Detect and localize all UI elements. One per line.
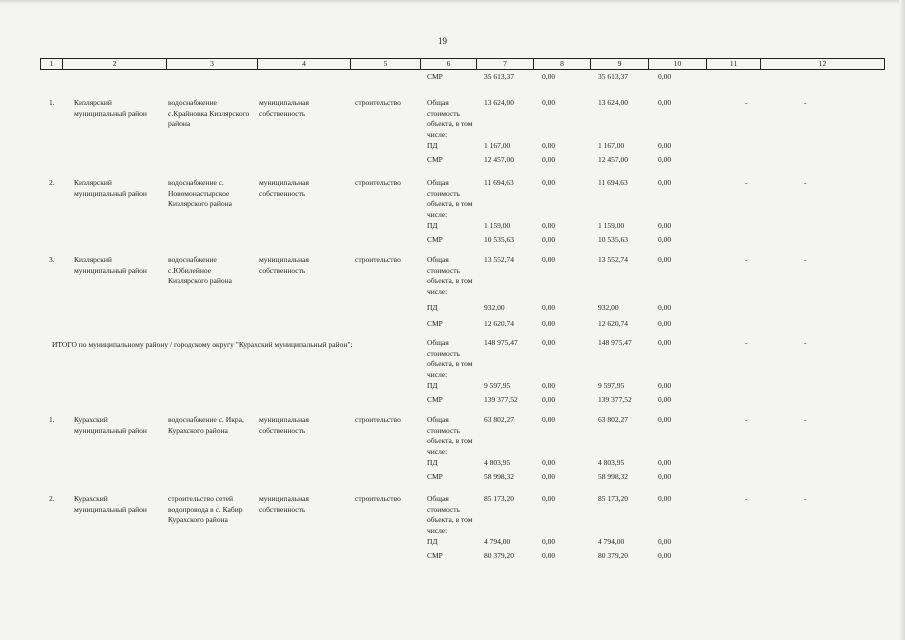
value-col-11: - xyxy=(745,494,748,503)
value-col-8: 0,00 xyxy=(542,303,556,312)
value-col-9: 11 694,63 xyxy=(598,178,628,187)
column-header-4: 4 xyxy=(257,59,350,69)
value-col-10: 0,00 xyxy=(658,72,672,81)
value-col-10: 0,00 xyxy=(658,303,672,312)
value-col-10: 0,00 xyxy=(658,458,672,467)
value-col-11: - xyxy=(745,255,748,264)
value-col-10: 0,00 xyxy=(658,494,672,503)
cost-label: ПД xyxy=(427,221,438,230)
value-col-8: 0,00 xyxy=(542,141,556,150)
value-col-10: 0,00 xyxy=(658,98,672,107)
value-col-7: 4 794,00 xyxy=(484,537,511,546)
value-col-8: 0,00 xyxy=(542,381,556,390)
value-col-9: 139 377,52 xyxy=(598,395,632,404)
value-col-10: 0,00 xyxy=(658,255,672,264)
row-number: 1. xyxy=(49,415,55,424)
value-col-11: - xyxy=(745,338,748,347)
value-col-11: - xyxy=(745,415,748,424)
work-type: строительство xyxy=(355,178,401,187)
column-header-2: 2 xyxy=(62,59,166,69)
value-col-9: 4 794,00 xyxy=(598,537,625,546)
object-name: водоснабжение с. Икра, Курахского района xyxy=(168,415,244,435)
district-name: Кизлярский муниципальный район xyxy=(74,178,147,198)
value-col-10: 0,00 xyxy=(658,551,672,560)
summary-caption: ИТОГО по муниципальному району / городскому округу "Курахский муниципальный район": xyxy=(52,340,353,349)
value-col-10: 0,00 xyxy=(658,537,672,546)
value-col-9: 13 624,00 xyxy=(598,98,628,107)
value-col-7: 35 613,37 xyxy=(484,72,514,81)
value-col-10: 0,00 xyxy=(658,235,672,244)
scan-edge-top xyxy=(0,0,905,4)
value-col-8: 0,00 xyxy=(542,98,556,107)
value-col-7: 12 457,00 xyxy=(484,155,514,164)
value-col-7: 139 377,52 xyxy=(484,395,518,404)
value-col-8: 0,00 xyxy=(542,221,556,230)
ownership-type: муниципальная собственность xyxy=(259,98,309,118)
work-type: строительство xyxy=(355,98,401,107)
cost-label: СМР xyxy=(427,235,443,244)
cost-label: Общая стоимость объекта, в том числе: xyxy=(427,494,473,535)
value-col-8: 0,00 xyxy=(542,235,556,244)
value-col-10: 0,00 xyxy=(658,178,672,187)
value-col-11: - xyxy=(745,178,748,187)
value-col-7: 63 802,27 xyxy=(484,415,514,424)
value-col-7: 11 694,63 xyxy=(484,178,514,187)
value-col-7: 85 173,20 xyxy=(484,494,514,503)
column-header-1: 1 xyxy=(40,59,62,69)
work-type: строительство xyxy=(355,415,401,424)
value-col-8: 0,00 xyxy=(542,472,556,481)
cost-label: ПД xyxy=(427,141,438,150)
cost-label: ПД xyxy=(427,381,438,390)
column-header-11: 11 xyxy=(706,59,760,69)
value-col-10: 0,00 xyxy=(658,472,672,481)
cost-label: Общая стоимость объекта, в том числе: xyxy=(427,338,473,379)
value-col-10: 0,00 xyxy=(658,338,672,347)
value-col-12: - xyxy=(804,415,807,424)
scan-edge-right xyxy=(899,0,905,640)
value-col-9: 13 552,74 xyxy=(598,255,628,264)
row-number: 2. xyxy=(49,494,55,503)
value-col-9: 1 167,00 xyxy=(598,141,625,150)
value-col-7: 12 620,74 xyxy=(484,319,514,328)
column-header-7: 7 xyxy=(476,59,533,69)
value-col-7: 10 535,63 xyxy=(484,235,514,244)
district-name: Курахский муниципальный район xyxy=(74,494,147,514)
cost-label: СМР xyxy=(427,395,443,404)
value-col-9: 10 535,63 xyxy=(598,235,628,244)
value-col-7: 148 975,47 xyxy=(484,338,518,347)
value-col-8: 0,00 xyxy=(542,178,556,187)
value-col-12: - xyxy=(804,98,807,107)
cost-label: ПД xyxy=(427,458,438,467)
page-number: 19 xyxy=(438,36,447,46)
column-header-5: 5 xyxy=(350,59,420,69)
value-col-12: - xyxy=(804,255,807,264)
value-col-10: 0,00 xyxy=(658,221,672,230)
value-col-12: - xyxy=(804,178,807,187)
object-name: строительство сетей водопровода в с. Кабир Курахского района xyxy=(168,494,243,524)
value-col-9: 148 975,47 xyxy=(598,338,632,347)
work-type: строительство xyxy=(355,255,401,264)
value-col-7: 1 167,00 xyxy=(484,141,511,150)
value-col-10: 0,00 xyxy=(658,395,672,404)
value-col-8: 0,00 xyxy=(542,319,556,328)
value-col-8: 0,00 xyxy=(542,395,556,404)
row-number: 2. xyxy=(49,178,55,187)
value-col-9: 1 159,00 xyxy=(598,221,625,230)
value-col-8: 0,00 xyxy=(542,155,556,164)
work-type: строительство xyxy=(355,494,401,503)
value-col-11: - xyxy=(745,98,748,107)
value-col-7: 13 624,00 xyxy=(484,98,514,107)
column-header-12: 12 xyxy=(760,59,885,69)
value-col-7: 4 803,95 xyxy=(484,458,511,467)
value-col-10: 0,00 xyxy=(658,381,672,390)
cost-label: СМР xyxy=(427,155,443,164)
cost-label: Общая стоимость объекта, в том числе: xyxy=(427,255,473,296)
value-col-9: 58 998,32 xyxy=(598,472,628,481)
row-number: 3. xyxy=(49,255,55,264)
value-col-7: 58 998,32 xyxy=(484,472,514,481)
value-col-8: 0,00 xyxy=(542,415,556,424)
value-col-9: 35 613,37 xyxy=(598,72,628,81)
row-number: 1. xyxy=(49,98,55,107)
value-col-8: 0,00 xyxy=(542,551,556,560)
value-col-9: 12 457,00 xyxy=(598,155,628,164)
district-name: Кизлярский муниципальный район xyxy=(74,98,147,118)
object-name: водоснабжение с.Юбилейное Кизлярского района xyxy=(168,255,232,285)
value-col-8: 0,00 xyxy=(542,494,556,503)
ownership-type: муниципальная собственность xyxy=(259,178,309,198)
value-col-9: 4 803,95 xyxy=(598,458,625,467)
value-col-8: 0,00 xyxy=(542,458,556,467)
value-col-10: 0,00 xyxy=(658,141,672,150)
object-name: водоснабжение с.Крайновка Кизлярского района xyxy=(168,98,250,128)
value-col-8: 0,00 xyxy=(542,72,556,81)
value-col-9: 63 802,27 xyxy=(598,415,628,424)
value-col-9: 932,00 xyxy=(598,303,619,312)
ownership-type: муниципальная собственность xyxy=(259,494,309,514)
cost-label: Общая стоимость объекта, в том числе: xyxy=(427,178,473,219)
column-header-9: 9 xyxy=(590,59,648,69)
ownership-type: муниципальная собственность xyxy=(259,415,309,435)
value-col-7: 932,00 xyxy=(484,303,505,312)
value-col-8: 0,00 xyxy=(542,537,556,546)
value-col-7: 80 379,20 xyxy=(484,551,514,560)
ownership-type: муниципальная собственность xyxy=(259,255,309,275)
value-col-8: 0,00 xyxy=(542,338,556,347)
cost-label: СМР xyxy=(427,319,443,328)
value-col-10: 0,00 xyxy=(658,319,672,328)
value-col-9: 9 597,95 xyxy=(598,381,625,390)
column-header-row xyxy=(40,58,885,70)
cost-label: СМР xyxy=(427,551,443,560)
column-header-10: 10 xyxy=(648,59,706,69)
district-name: Кизлярский муниципальный район xyxy=(74,255,147,275)
value-col-12: - xyxy=(804,338,807,347)
value-col-10: 0,00 xyxy=(658,155,672,164)
value-col-9: 85 173,20 xyxy=(598,494,628,503)
cost-label: СМР xyxy=(427,472,443,481)
cost-label: ПД xyxy=(427,537,438,546)
cost-label: ПД xyxy=(427,303,438,312)
cost-label: СМР xyxy=(427,72,443,81)
value-col-9: 80 379,20 xyxy=(598,551,628,560)
value-col-9: 12 620,74 xyxy=(598,319,628,328)
value-col-7: 9 597,95 xyxy=(484,381,511,390)
cost-label: Общая стоимость объекта, в том числе: xyxy=(427,415,473,456)
value-col-8: 0,00 xyxy=(542,255,556,264)
object-name: водоснабжение с. Новомонастырское Кизлярского района xyxy=(168,178,232,208)
cost-label: Общая стоимость объекта, в том числе: xyxy=(427,98,473,139)
column-header-3: 3 xyxy=(166,59,257,69)
column-header-8: 8 xyxy=(533,59,590,69)
value-col-10: 0,00 xyxy=(658,415,672,424)
column-header-6: 6 xyxy=(420,59,476,69)
value-col-7: 1 159,00 xyxy=(484,221,511,230)
district-name: Курахский муниципальный район xyxy=(74,415,147,435)
value-col-12: - xyxy=(804,494,807,503)
value-col-7: 13 552,74 xyxy=(484,255,514,264)
